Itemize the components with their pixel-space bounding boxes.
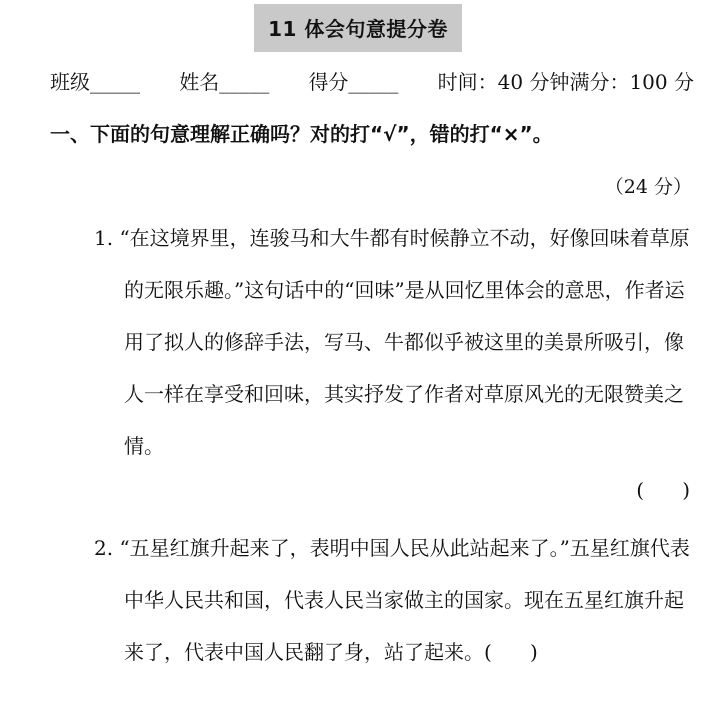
section-points: （24 分） [604,176,692,198]
question-2 [94,522,694,678]
question-1-answer-blank[interactable]: ( ) [636,478,690,502]
student-info-line [50,66,694,95]
question-2-text: 2. “五星红旗升起来了，表明中国人民从此站起来了。”五星红旗代表中华人民共和国，代表人民当家做主的国家。现在五星红旗升起来了，代表中国人民翻了身，站了起来。 [94,536,690,664]
section-heading: 一、下面的句意理解正确吗？对的打“√”，错的打“×”。 [50,122,553,146]
page-title: 11 体会句意提分卷 [254,4,462,52]
name-field: 姓名_____ [179,70,270,94]
score-field: 得分_____ [308,70,399,94]
class-field: 班级_____ [50,70,140,94]
title-container [0,4,716,52]
question-2-answer-blank[interactable]: ( ) [484,640,538,664]
question-1-text: 1. “在这境界里，连骏马和大牛都有时候静立不动，好像回味着草原的无限乐趣。”这句话中的“回味”是从回忆里体会的意思，作者运用了拟人的修辞手法，写马、牛都似乎被这里的美景所吸引，像人一样在享受和回味，其实抒发了作者对草原风光的无限赞美之情。 [94,226,690,458]
time-info: 时间：40 分钟满分：100 分 [437,70,694,94]
question-1 [94,212,694,472]
